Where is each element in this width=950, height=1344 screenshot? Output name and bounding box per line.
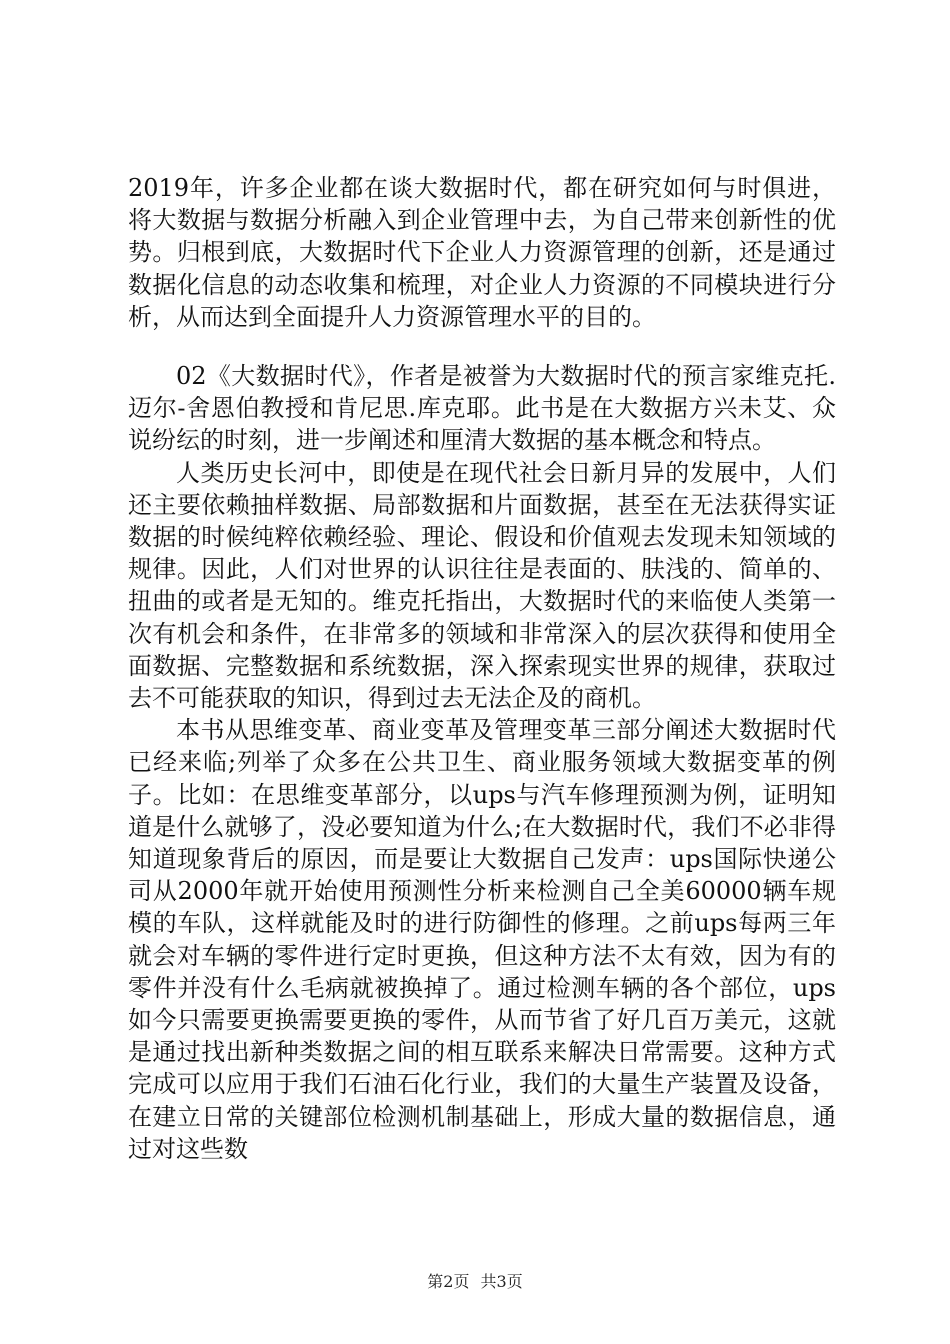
page-number: 第2页 (427, 1272, 470, 1291)
paragraph-book-structure: 本书从思维变革、商业变革及管理变革三部分阐述大数据时代已经来临;列举了众多在公共卫生、商业服务领域大数据变革的例子。比如：在思维变革部分，以ups与汽车修理预测为例，证明知道是什么就够了，没必要知道为什么;在大数据时代，我们不必非得知道现象背后的原因，而是要让大数据自己发声：ups国际快递公司从2000年就开始使用预测性分析来检测自己全美60000辆车规模的车队，这样就能及时的进行防御性的修理。之前ups每两三年就会对车辆的零件进行定时更换，但这种方法不太有效，因为有的零件并没有什么毛病就被换掉了。通过检测车辆的各个部位，ups如今只需要更换需要更换的零件，从而节省了好几百万美元，这就是通过找出新种类数据之间的相互联系来解决日常需要。这种方式完成可以应用于我们石油石化行业，我们的大量生产装置及设备，在建立日常的关键部位检测机制基础上，形成大量的数据信息，通过对这些数 (128, 716, 836, 1163)
paragraph-intro-2019: 2019年，许多企业都在谈大数据时代，都在研究如何与时俱进，将大数据与数据分析融入到企业管理中去，为自己带来创新性的优势。归根到底，大数据时代下企业人力资源管理的创新，还是通过数据化信息的动态收集和梳理，对企业人力资源的不同模块进行分析，从而达到全面提升人力资源管理水平的目的。 (128, 174, 836, 331)
page-footer (0, 1272, 950, 1292)
document-body (128, 172, 836, 1165)
paragraph-book-intro: 02《大数据时代》，作者是被誉为大数据时代的预言家维克托.迈尔-舍恩伯教授和肯尼思.库克耶。此书是在大数据方兴未艾、众说纷纭的时刻，进一步阐述和厘清大数据的基本概念和特点。 (128, 362, 836, 455)
page-total: 共3页 (480, 1272, 523, 1291)
paragraph-human-history: 人类历史长河中，即使是在现代社会日新月异的发展中，人们还主要依赖抽样数据、局部数据和片面数据，甚至在无法获得实证数据的时候纯粹依赖经验、理论、假设和价值观去发现未知领域的规律。因此，人们对世界的认识往往是表面的、肤浅的、简单的、扭曲的或者是无知的。维克托指出，大数据时代的来临使人类第一次有机会和条件，在非常多的领域和非常深入的层次获得和使用全面数据、完整数据和系统数据，深入探索现实世界的规律，获取过去不可能获取的知识，得到过去无法企及的商机。 (128, 458, 836, 713)
